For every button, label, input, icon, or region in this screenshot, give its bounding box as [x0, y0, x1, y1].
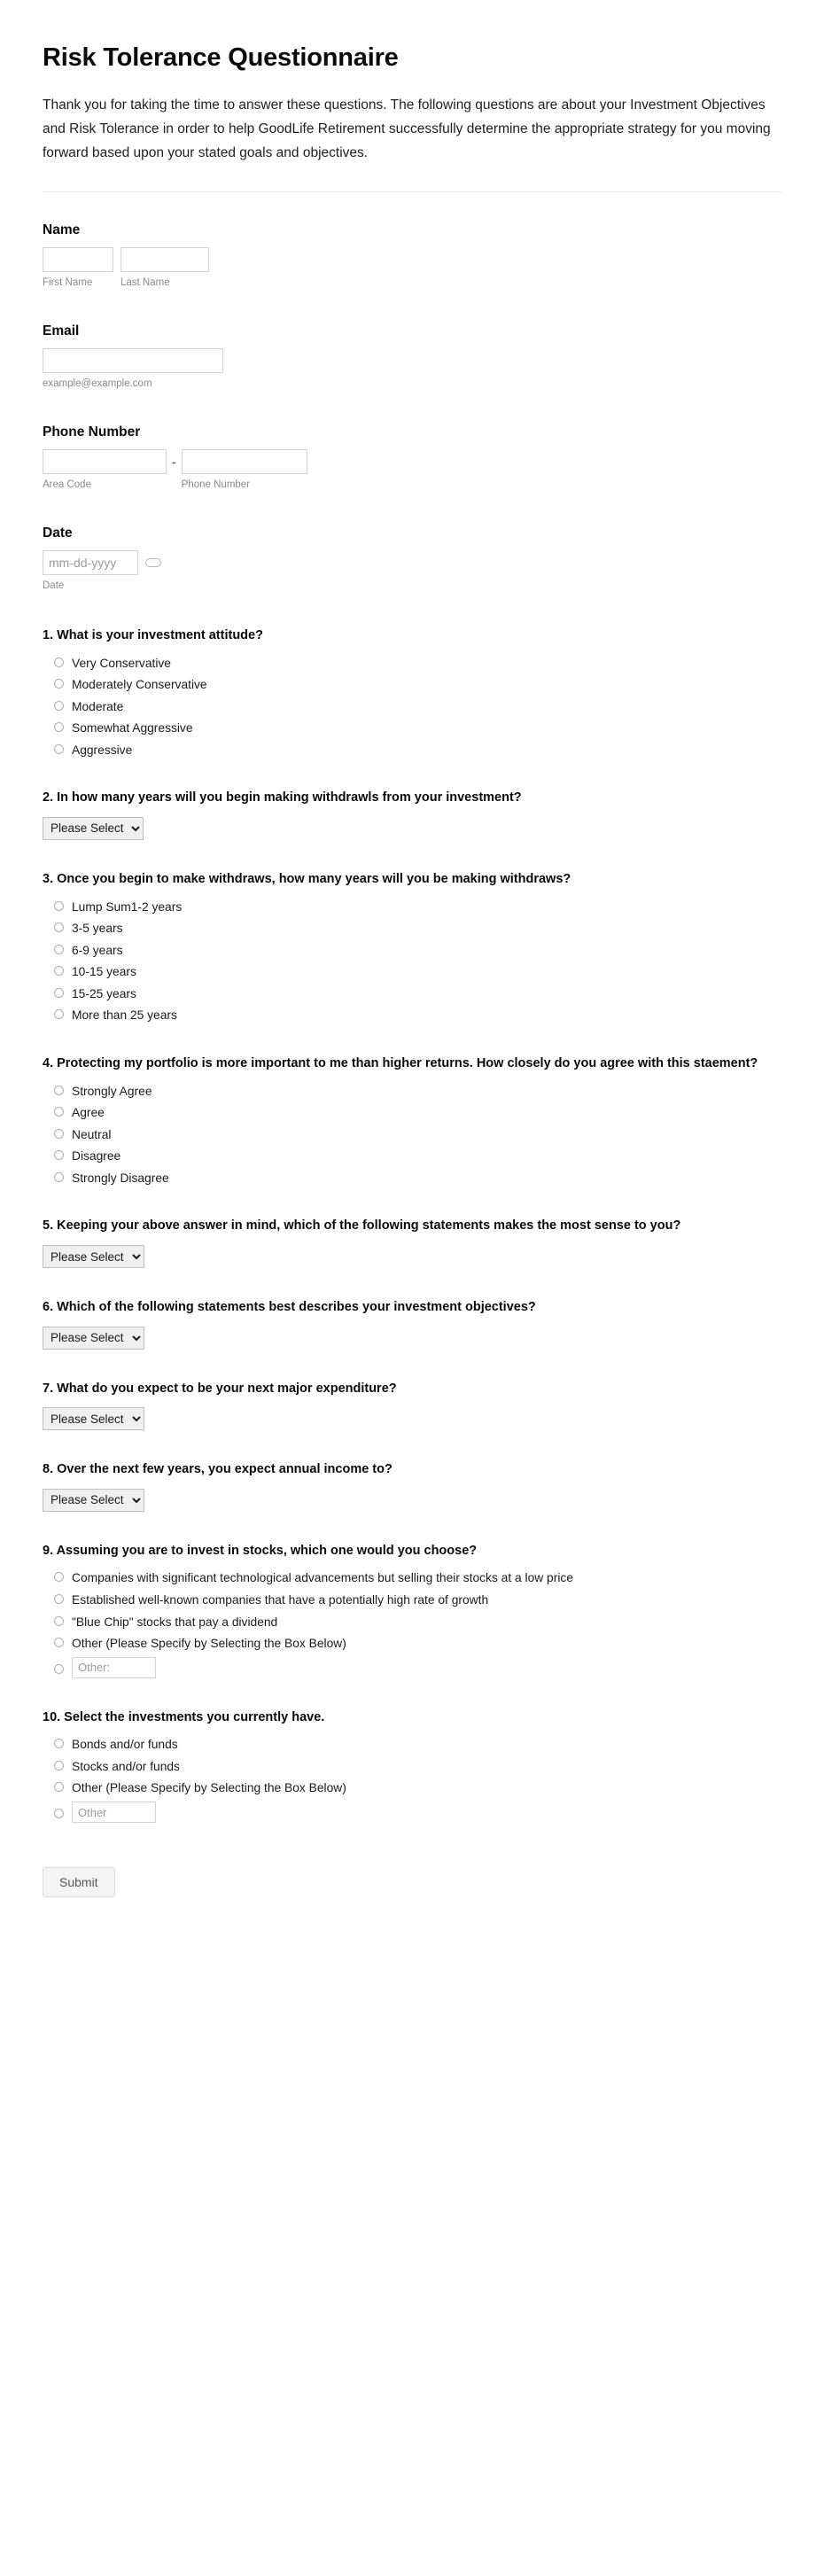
question-1-options [43, 655, 781, 759]
option-row [43, 1104, 781, 1122]
email-label: Email [43, 323, 80, 339]
first-name-input[interactable] [43, 247, 113, 272]
option-label[interactable]: Established well-known companies that have a potentially high rate of growth [72, 1592, 489, 1607]
question-9-other-input[interactable] [72, 1657, 156, 1678]
option-label[interactable]: Agree [72, 1106, 105, 1120]
question-block-2 [43, 789, 781, 840]
option-row [43, 676, 781, 694]
option-row [43, 963, 781, 981]
question-title-8: 8. Over the next few years, you expect annual income to? [43, 1462, 393, 1477]
question-9-radio-4[interactable] [54, 1638, 64, 1647]
phone-number-input[interactable] [182, 449, 307, 474]
question-10-options [43, 1736, 781, 1823]
date-row [43, 550, 781, 575]
option-label[interactable]: Disagree [72, 1149, 121, 1163]
name-label: Name [43, 222, 81, 238]
option-row [43, 1736, 781, 1754]
question-3-radio-1[interactable] [54, 901, 64, 911]
question-block-3 [43, 870, 781, 1024]
question-title-9: 9. Assuming you are to invest in stocks, which one would you choose? [43, 1543, 478, 1558]
question-3-radio-2[interactable] [54, 922, 64, 932]
question-title-3: 3. Once you begin to make withdraws, how many years will you be making withdraws? [43, 871, 571, 886]
date-label: Date [43, 525, 73, 541]
question-title-2: 2. In how many years will you begin making withdrawls from your investment? [43, 790, 522, 805]
question-block-4 [43, 1055, 781, 1187]
option-label[interactable]: 6-9 years [72, 943, 123, 957]
question-1-radio-2[interactable] [54, 679, 64, 689]
option-row [43, 1758, 781, 1776]
phone-separator: - [172, 455, 176, 470]
date-field-block [43, 525, 781, 593]
option-label[interactable]: Stocks and/or funds [72, 1759, 180, 1773]
option-row [43, 1007, 781, 1024]
question-block-10 [43, 1708, 781, 1823]
question-1-radio-5[interactable] [54, 744, 64, 754]
question-9-radio-3[interactable] [54, 1616, 64, 1626]
option-row [43, 655, 781, 673]
question-4-options [43, 1083, 781, 1187]
option-row [43, 1083, 781, 1101]
question-3-radio-4[interactable] [54, 966, 64, 976]
option-label[interactable]: 15-25 years [72, 986, 136, 1000]
option-row-other [43, 1657, 781, 1678]
question-9-radio-2[interactable] [54, 1594, 64, 1604]
email-field-block [43, 323, 781, 391]
name-row [43, 247, 781, 290]
calendar-picker-icon[interactable] [145, 558, 161, 567]
questions-container [43, 626, 781, 1823]
option-label[interactable]: 3-5 years [72, 922, 123, 936]
last-name-input[interactable] [120, 247, 209, 272]
date-input[interactable] [43, 550, 138, 575]
question-block-8 [43, 1460, 781, 1512]
option-row [43, 698, 781, 716]
question-4-radio-2[interactable] [54, 1107, 64, 1117]
option-label[interactable]: Lump Sum1-2 years [72, 899, 183, 914]
question-10-radio-2[interactable] [54, 1761, 64, 1771]
question-1-radio-4[interactable] [54, 722, 64, 732]
option-row [43, 1779, 781, 1797]
option-row [43, 1635, 781, 1653]
question-7-select[interactable] [43, 1407, 144, 1430]
option-row [43, 942, 781, 960]
option-row [43, 1569, 781, 1587]
question-10-other-input[interactable] [72, 1802, 156, 1823]
question-1-radio-1[interactable] [54, 658, 64, 667]
area-code-sublabel: Area Code [43, 479, 91, 491]
question-10-radio-1[interactable] [54, 1739, 64, 1748]
question-2-select[interactable] [43, 817, 144, 840]
option-label[interactable]: Other (Please Specify by Selecting the Box Below) [72, 1637, 346, 1651]
question-block-5 [43, 1217, 781, 1268]
option-label[interactable]: More than 25 years [72, 1008, 177, 1023]
option-label[interactable]: 10-15 years [72, 965, 136, 979]
option-label[interactable]: "Blue Chip" stocks that pay a dividend [72, 1615, 278, 1629]
option-row [43, 1170, 781, 1187]
option-row [43, 1148, 781, 1165]
option-row [43, 899, 781, 916]
question-4-radio-5[interactable] [54, 1172, 64, 1182]
question-6-select[interactable] [43, 1327, 144, 1350]
option-label[interactable]: Somewhat Aggressive [72, 721, 193, 735]
option-label[interactable]: Other (Please Specify by Selecting the Box Below) [72, 1781, 346, 1795]
form-intro-text: Thank you for taking the time to answer these questions. The following questions are about your Investment Objectives and Risk Tolerance in order to help GoodLife Retirement successfully determine the appropriate strategy for you moving forward based upon your stated goals and objectives. [43, 97, 771, 161]
question-3-radio-3[interactable] [54, 945, 64, 954]
question-block-6 [43, 1298, 781, 1350]
header-divider [43, 191, 781, 192]
submit-button[interactable]: Submit [43, 1867, 115, 1897]
question-3-radio-6[interactable] [54, 1009, 64, 1019]
question-9-options [43, 1569, 781, 1677]
option-label[interactable]: Companies with significant technological advancements but selling their stocks at a low price [72, 1571, 573, 1585]
question-3-options [43, 899, 781, 1024]
question-9-radio-1[interactable] [54, 1572, 64, 1582]
question-title-1: 1. What is your investment attitude? [43, 627, 263, 642]
last-name-col [120, 247, 209, 290]
question-4-radio-4[interactable] [54, 1150, 64, 1160]
option-label[interactable]: Neutral [72, 1127, 112, 1141]
phone-label: Phone Number [43, 424, 141, 440]
question-10-radio-other[interactable] [54, 1809, 64, 1818]
option-label[interactable]: Strongly Disagree [72, 1171, 169, 1185]
first-name-sublabel: First Name [43, 277, 93, 289]
question-title-7: 7. What do you expect to be your next major expenditure? [43, 1381, 397, 1396]
option-label[interactable]: Bonds and/or funds [72, 1738, 178, 1752]
option-label[interactable]: Aggressive [72, 743, 133, 757]
question-1-radio-3[interactable] [54, 701, 64, 711]
question-block-9 [43, 1542, 781, 1678]
option-row [43, 720, 781, 737]
option-label[interactable]: Strongly Agree [72, 1084, 152, 1098]
question-4-radio-3[interactable] [54, 1129, 64, 1139]
option-row [43, 1126, 781, 1144]
question-3-radio-5[interactable] [54, 988, 64, 998]
option-label[interactable]: Moderate [72, 699, 124, 713]
question-10-radio-3[interactable] [54, 1782, 64, 1792]
question-title-5: 5. Keeping your above answer in mind, which of the following statements makes the most sense to you? [43, 1218, 681, 1234]
option-row-other [43, 1802, 781, 1823]
area-code-col [43, 449, 167, 492]
question-title-6: 6. Which of the following statements best describes your investment objectives? [43, 1300, 536, 1315]
question-block-1 [43, 626, 781, 759]
phone-row [43, 449, 781, 492]
phone-field-block [43, 424, 781, 492]
last-name-sublabel: Last Name [120, 277, 170, 289]
area-code-input[interactable] [43, 449, 167, 474]
date-sublabel: Date [43, 580, 65, 591]
phone-number-sublabel: Phone Number [181, 479, 251, 491]
email-input[interactable] [43, 348, 223, 373]
question-title-10: 10. Select the investments you currently have. [43, 1709, 325, 1724]
option-label[interactable]: Very Conservative [72, 656, 171, 670]
option-row [43, 985, 781, 1003]
name-field-block [43, 222, 781, 290]
option-row [43, 1614, 781, 1631]
phone-number-col [182, 449, 307, 492]
option-row [43, 742, 781, 759]
first-name-col [43, 247, 113, 290]
question-9-radio-other[interactable] [54, 1664, 64, 1674]
option-row [43, 920, 781, 938]
option-label[interactable]: Moderately Conservative [72, 678, 207, 692]
page-title: Risk Tolerance Questionnaire [43, 43, 399, 72]
email-sublabel: example@example.com [43, 378, 152, 390]
question-4-radio-1[interactable] [54, 1086, 64, 1095]
option-row [43, 1592, 781, 1609]
question-8-select[interactable] [43, 1489, 144, 1512]
question-block-7 [43, 1380, 781, 1431]
submit-wrap [43, 1867, 781, 1897]
question-5-select[interactable] [43, 1245, 144, 1268]
question-title-4: 4. Protecting my portfolio is more important to me than higher returns. How closely do you agree with this staement? [43, 1056, 758, 1071]
